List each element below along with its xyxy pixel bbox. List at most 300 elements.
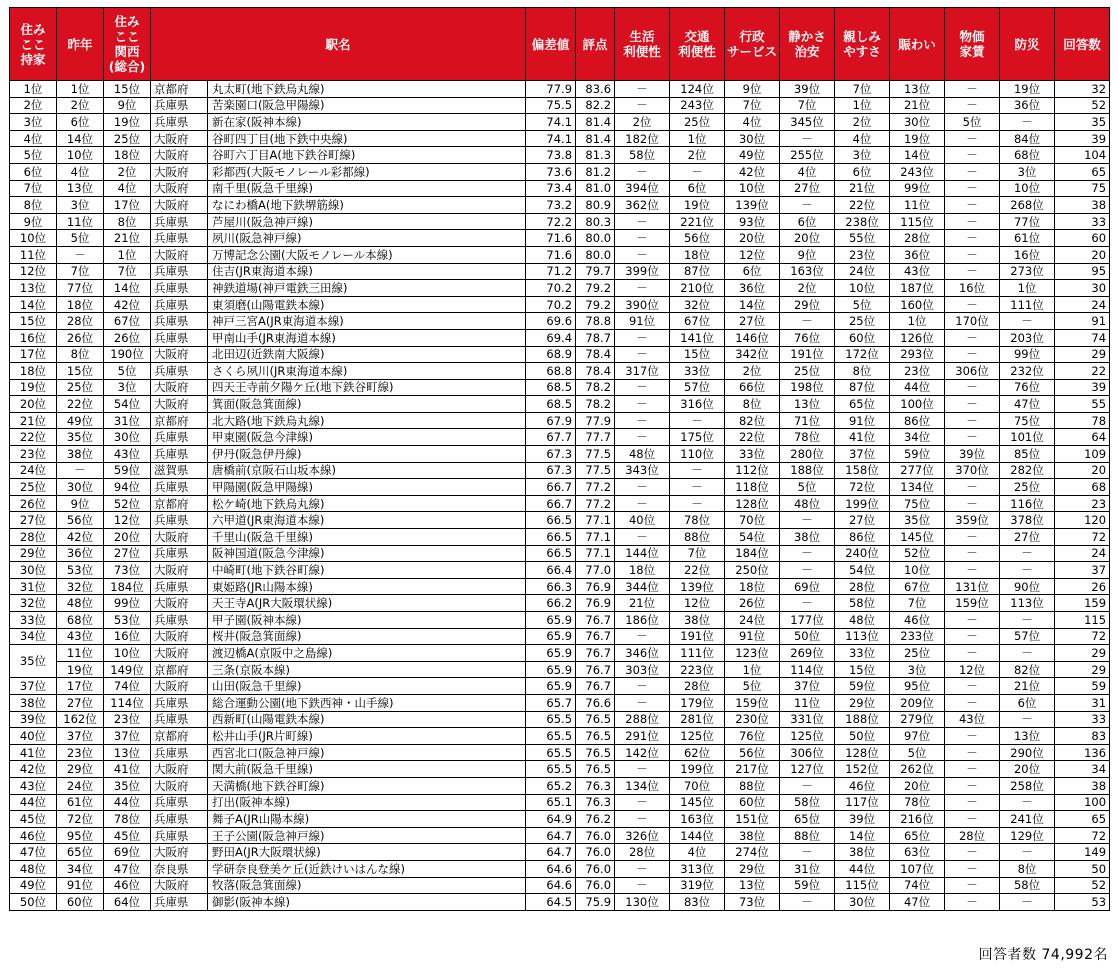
cell-disaster-prevention: 20位 — [1000, 761, 1055, 778]
cell-prices-rent: － — [945, 645, 1000, 662]
cell-respondents: 52 — [1055, 97, 1110, 114]
cell-prefecture: 兵庫県 — [151, 280, 208, 297]
header-score: 評点 — [576, 8, 615, 81]
cell-admin-services: 118位 — [725, 479, 780, 496]
cell-life-convenience: 317位 — [615, 363, 670, 380]
table-row — [10, 811, 1110, 828]
cell-friendliness: 59位 — [835, 678, 890, 695]
cell-liveliness: 216位 — [890, 811, 945, 828]
cell-life-convenience: － — [615, 97, 670, 114]
cell-respondents: 39 — [1055, 379, 1110, 396]
cell-rank-owned: 39位 — [10, 711, 57, 728]
cell-life-convenience: － — [615, 230, 670, 247]
table-row — [10, 612, 1110, 629]
cell-admin-services: 93位 — [725, 213, 780, 230]
cell-friendliness: 58位 — [835, 595, 890, 612]
cell-friendliness: 46位 — [835, 777, 890, 794]
cell-last-year: 34位 — [57, 860, 104, 877]
cell-respondents: 91 — [1055, 313, 1110, 330]
cell-transport-convenience: 199位 — [670, 761, 725, 778]
cell-transport-convenience: 78位 — [670, 512, 725, 529]
cell-station: 伊丹(阪急伊丹線) — [208, 446, 526, 463]
cell-rank-owned: 33位 — [10, 612, 57, 629]
cell-transport-convenience: 67位 — [670, 313, 725, 330]
respondent-total: 回答者数 74,992名 — [978, 947, 1108, 963]
cell-deviation: 73.8 — [526, 147, 576, 164]
header-disaster-prevention: 防災 — [1000, 8, 1055, 81]
table-row — [10, 412, 1110, 429]
table-row — [10, 213, 1110, 230]
cell-station: 甲東園(阪急今津線) — [208, 429, 526, 446]
cell-prices-rent: － — [945, 163, 1000, 180]
cell-prefecture: 兵庫県 — [151, 711, 208, 728]
cell-quiet-safety: 9位 — [780, 246, 835, 263]
cell-disaster-prevention: 85位 — [1000, 446, 1055, 463]
cell-deviation: 64.7 — [526, 844, 576, 861]
cell-disaster-prevention: 6位 — [1000, 694, 1055, 711]
table-body — [10, 81, 1110, 911]
cell-rank-owned: 14位 — [10, 296, 57, 313]
cell-station: 彩都西(大阪モノレール彩都線) — [208, 163, 526, 180]
cell-quiet-safety: 69位 — [780, 578, 835, 595]
cell-rank-kansai: 43位 — [104, 446, 151, 463]
cell-deviation: 65.5 — [526, 744, 576, 761]
cell-friendliness: 21位 — [835, 180, 890, 197]
cell-station: 天満橋(地下鉄谷町線) — [208, 777, 526, 794]
cell-score: 77.1 — [576, 529, 615, 546]
cell-prices-rent: － — [945, 296, 1000, 313]
cell-disaster-prevention: － — [1000, 562, 1055, 579]
cell-disaster-prevention: 82位 — [1000, 661, 1055, 678]
cell-respondents: 24 — [1055, 296, 1110, 313]
cell-prefecture: 大阪府 — [151, 645, 208, 662]
cell-deviation: 73.6 — [526, 163, 576, 180]
cell-last-year: 43位 — [57, 628, 104, 645]
cell-deviation: 74.1 — [526, 114, 576, 131]
cell-station: 舞子A(JR山陽本線) — [208, 811, 526, 828]
cell-quiet-safety: 59位 — [780, 877, 835, 894]
cell-prefecture: 兵庫県 — [151, 313, 208, 330]
cell-respondents: 104 — [1055, 147, 1110, 164]
cell-quiet-safety: 50位 — [780, 628, 835, 645]
cell-score: 76.5 — [576, 744, 615, 761]
cell-last-year: 37位 — [57, 728, 104, 745]
cell-rank-kansai: 19位 — [104, 114, 151, 131]
cell-transport-convenience: 70位 — [670, 777, 725, 794]
cell-score: 76.2 — [576, 811, 615, 828]
cell-prefecture: 大阪府 — [151, 628, 208, 645]
cell-score: 77.1 — [576, 545, 615, 562]
cell-quiet-safety: － — [780, 595, 835, 612]
cell-transport-convenience: 18位 — [670, 246, 725, 263]
table-row — [10, 512, 1110, 529]
cell-rank-owned: 47位 — [10, 844, 57, 861]
cell-prices-rent: － — [945, 412, 1000, 429]
cell-respondents: 72 — [1055, 827, 1110, 844]
cell-last-year: 1位 — [57, 81, 104, 98]
cell-prefecture: 兵庫県 — [151, 612, 208, 629]
cell-rank-owned: 44位 — [10, 794, 57, 811]
cell-rank-kansai: 184位 — [104, 578, 151, 595]
cell-liveliness: 279位 — [890, 711, 945, 728]
cell-score: 78.2 — [576, 396, 615, 413]
cell-liveliness: 36位 — [890, 246, 945, 263]
cell-respondents: 72 — [1055, 628, 1110, 645]
cell-rank-kansai: 12位 — [104, 512, 151, 529]
cell-disaster-prevention: 76位 — [1000, 379, 1055, 396]
cell-score: 81.0 — [576, 180, 615, 197]
cell-transport-convenience: 243位 — [670, 97, 725, 114]
cell-rank-kansai: 21位 — [104, 230, 151, 247]
cell-liveliness: 28位 — [890, 230, 945, 247]
cell-disaster-prevention: 90位 — [1000, 578, 1055, 595]
cell-liveliness: 10位 — [890, 562, 945, 579]
cell-deviation: 72.2 — [526, 213, 576, 230]
cell-transport-convenience: 124位 — [670, 81, 725, 98]
cell-respondents: 29 — [1055, 645, 1110, 662]
cell-prices-rent: － — [945, 728, 1000, 745]
cell-last-year: 48位 — [57, 595, 104, 612]
cell-last-year: 35位 — [57, 429, 104, 446]
cell-life-convenience: － — [615, 678, 670, 695]
table-row — [10, 97, 1110, 114]
table-row — [10, 114, 1110, 131]
cell-admin-services: 29位 — [725, 860, 780, 877]
cell-last-year: 49位 — [57, 412, 104, 429]
cell-friendliness: 55位 — [835, 230, 890, 247]
cell-admin-services: 1位 — [725, 661, 780, 678]
cell-admin-services: 22位 — [725, 429, 780, 446]
cell-prefecture: 兵庫県 — [151, 97, 208, 114]
cell-prefecture: 大阪府 — [151, 147, 208, 164]
cell-last-year: 17位 — [57, 678, 104, 695]
header-respondents: 回答数 — [1055, 8, 1110, 81]
cell-deviation: 67.9 — [526, 412, 576, 429]
cell-respondents: 22 — [1055, 363, 1110, 380]
cell-prices-rent: － — [945, 529, 1000, 546]
cell-deviation: 64.9 — [526, 811, 576, 828]
table-row — [10, 678, 1110, 695]
cell-transport-convenience: 4位 — [670, 844, 725, 861]
cell-last-year: 72位 — [57, 811, 104, 828]
cell-deviation: 67.7 — [526, 429, 576, 446]
cell-life-convenience: － — [615, 213, 670, 230]
cell-transport-convenience: 221位 — [670, 213, 725, 230]
cell-last-year: 42位 — [57, 529, 104, 546]
cell-rank-kansai: 99位 — [104, 595, 151, 612]
cell-station: 東姫路(JR山陽本線) — [208, 578, 526, 595]
cell-score: 78.4 — [576, 346, 615, 363]
cell-disaster-prevention: 19位 — [1000, 81, 1055, 98]
cell-last-year: － — [57, 246, 104, 263]
header-admin-services: 行政 サービス — [725, 8, 780, 81]
cell-respondents: 33 — [1055, 711, 1110, 728]
cell-score: 77.0 — [576, 562, 615, 579]
cell-quiet-safety: － — [780, 844, 835, 861]
table-row — [10, 877, 1110, 894]
cell-disaster-prevention: － — [1000, 612, 1055, 629]
cell-prices-rent: － — [945, 329, 1000, 346]
cell-last-year: 18位 — [57, 296, 104, 313]
cell-prices-rent: － — [945, 612, 1000, 629]
header-liveliness: 賑わい — [890, 8, 945, 81]
header-life-convenience: 生活 利便性 — [615, 8, 670, 81]
cell-liveliness: 65位 — [890, 827, 945, 844]
cell-disaster-prevention: 58位 — [1000, 877, 1055, 894]
cell-rank-owned: 2位 — [10, 97, 57, 114]
cell-liveliness: 67位 — [890, 578, 945, 595]
cell-admin-services: 217位 — [725, 761, 780, 778]
cell-disaster-prevention: 282位 — [1000, 462, 1055, 479]
cell-liveliness: 59位 — [890, 446, 945, 463]
cell-friendliness: 48位 — [835, 612, 890, 629]
cell-prices-rent: － — [945, 263, 1000, 280]
cell-respondents: 83 — [1055, 728, 1110, 745]
cell-rank-owned: 34位 — [10, 628, 57, 645]
cell-liveliness: 34位 — [890, 429, 945, 446]
cell-transport-convenience: 28位 — [670, 678, 725, 695]
cell-admin-services: 9位 — [725, 81, 780, 98]
cell-rank-owned: 17位 — [10, 346, 57, 363]
cell-rank-kansai: 37位 — [104, 728, 151, 745]
cell-rank-kansai: 20位 — [104, 529, 151, 546]
cell-last-year: 13位 — [57, 180, 104, 197]
cell-prices-rent: － — [945, 744, 1000, 761]
cell-respondents: 74 — [1055, 329, 1110, 346]
cell-deviation: 70.2 — [526, 296, 576, 313]
cell-liveliness: 47位 — [890, 894, 945, 911]
cell-station: 千里山(阪急千里線) — [208, 529, 526, 546]
cell-rank-owned: 49位 — [10, 877, 57, 894]
cell-prefecture: 兵庫県 — [151, 794, 208, 811]
cell-last-year: 24位 — [57, 777, 104, 794]
cell-transport-convenience: 33位 — [670, 363, 725, 380]
header-quiet-safety: 静かさ 治安 — [780, 8, 835, 81]
cell-respondents: 34 — [1055, 761, 1110, 778]
cell-respondents: 26 — [1055, 578, 1110, 595]
cell-score: 81.3 — [576, 147, 615, 164]
cell-friendliness: 29位 — [835, 694, 890, 711]
cell-respondents: 29 — [1055, 346, 1110, 363]
cell-score: 76.5 — [576, 728, 615, 745]
cell-disaster-prevention: 111位 — [1000, 296, 1055, 313]
cell-last-year: 10位 — [57, 147, 104, 164]
cell-liveliness: 145位 — [890, 529, 945, 546]
cell-rank-kansai: 59位 — [104, 462, 151, 479]
cell-liveliness: 44位 — [890, 379, 945, 396]
cell-prices-rent: － — [945, 97, 1000, 114]
cell-last-year: 4位 — [57, 163, 104, 180]
cell-friendliness: 1位 — [835, 97, 890, 114]
cell-prefecture: 大阪府 — [151, 180, 208, 197]
cell-rank-kansai: 18位 — [104, 147, 151, 164]
cell-liveliness: 7位 — [890, 595, 945, 612]
cell-quiet-safety: 7位 — [780, 97, 835, 114]
cell-last-year: 65位 — [57, 844, 104, 861]
cell-last-year: 32位 — [57, 578, 104, 595]
cell-transport-convenience: 87位 — [670, 263, 725, 280]
cell-liveliness: 99位 — [890, 180, 945, 197]
cell-last-year: 95位 — [57, 827, 104, 844]
cell-station: 谷町六丁目A(地下鉄谷町線) — [208, 147, 526, 164]
cell-transport-convenience: 191位 — [670, 628, 725, 645]
cell-liveliness: 13位 — [890, 81, 945, 98]
cell-prices-rent: － — [945, 678, 1000, 695]
cell-life-convenience: 91位 — [615, 313, 670, 330]
cell-admin-services: 70位 — [725, 512, 780, 529]
cell-deviation: 67.3 — [526, 462, 576, 479]
cell-quiet-safety: － — [780, 545, 835, 562]
cell-station: 牧落(阪急箕面線) — [208, 877, 526, 894]
cell-respondents: 24 — [1055, 545, 1110, 562]
cell-respondents: 115 — [1055, 612, 1110, 629]
cell-quiet-safety: 58位 — [780, 794, 835, 811]
cell-quiet-safety: 11位 — [780, 694, 835, 711]
cell-prices-rent: － — [945, 877, 1000, 894]
cell-rank-kansai: 27位 — [104, 545, 151, 562]
cell-disaster-prevention: 99位 — [1000, 346, 1055, 363]
cell-life-convenience: 28位 — [615, 844, 670, 861]
cell-prices-rent: － — [945, 246, 1000, 263]
cell-respondents: 159 — [1055, 595, 1110, 612]
cell-score: 76.5 — [576, 711, 615, 728]
cell-transport-convenience: 2位 — [670, 147, 725, 164]
cell-liveliness: 209位 — [890, 694, 945, 711]
cell-prefecture: 京都府 — [151, 495, 208, 512]
cell-transport-convenience: 88位 — [670, 529, 725, 546]
cell-score: 77.2 — [576, 479, 615, 496]
cell-quiet-safety: 191位 — [780, 346, 835, 363]
cell-liveliness: 14位 — [890, 147, 945, 164]
cell-liveliness: 5位 — [890, 744, 945, 761]
cell-liveliness: 134位 — [890, 479, 945, 496]
cell-disaster-prevention: 84位 — [1000, 130, 1055, 147]
table-row — [10, 844, 1110, 861]
cell-score: 76.9 — [576, 578, 615, 595]
cell-rank-owned: 9位 — [10, 213, 57, 230]
cell-disaster-prevention: 77位 — [1000, 213, 1055, 230]
table-row — [10, 296, 1110, 313]
cell-life-convenience: － — [615, 396, 670, 413]
cell-rank-kansai: 4位 — [104, 180, 151, 197]
cell-rank-owned: 13位 — [10, 280, 57, 297]
cell-rank-kansai: 15位 — [104, 81, 151, 98]
table-row — [10, 180, 1110, 197]
table-row — [10, 462, 1110, 479]
cell-rank-owned: 4位 — [10, 130, 57, 147]
cell-admin-services: 66位 — [725, 379, 780, 396]
cell-prices-rent: － — [945, 346, 1000, 363]
cell-life-convenience: 40位 — [615, 512, 670, 529]
cell-last-year: 8位 — [57, 346, 104, 363]
cell-prefecture: 京都府 — [151, 661, 208, 678]
cell-friendliness: 128位 — [835, 744, 890, 761]
cell-last-year: 30位 — [57, 479, 104, 496]
cell-liveliness: 97位 — [890, 728, 945, 745]
cell-friendliness: 6位 — [835, 163, 890, 180]
cell-prefecture: 京都府 — [151, 412, 208, 429]
cell-disaster-prevention: － — [1000, 313, 1055, 330]
cell-friendliness: 86位 — [835, 529, 890, 546]
cell-station: 六甲道(JR東海道本線) — [208, 512, 526, 529]
cell-score: 80.3 — [576, 213, 615, 230]
cell-quiet-safety: － — [780, 197, 835, 214]
cell-life-convenience: 288位 — [615, 711, 670, 728]
cell-liveliness: 25位 — [890, 645, 945, 662]
cell-last-year: 23位 — [57, 744, 104, 761]
cell-quiet-safety: 4位 — [780, 163, 835, 180]
cell-liveliness: 293位 — [890, 346, 945, 363]
cell-friendliness: 50位 — [835, 728, 890, 745]
cell-rank-kansai: 23位 — [104, 711, 151, 728]
cell-quiet-safety: 269位 — [780, 645, 835, 662]
cell-rank-owned: 41位 — [10, 744, 57, 761]
cell-station: 甲陽園(阪急甲陽線) — [208, 479, 526, 496]
cell-friendliness: 199位 — [835, 495, 890, 512]
table-row — [10, 744, 1110, 761]
cell-prefecture: 大阪府 — [151, 163, 208, 180]
cell-last-year: 60位 — [57, 894, 104, 911]
cell-rank-kansai: 14位 — [104, 280, 151, 297]
cell-deviation: 65.9 — [526, 661, 576, 678]
cell-deviation: 66.3 — [526, 578, 576, 595]
cell-rank-owned: 48位 — [10, 860, 57, 877]
cell-friendliness: 23位 — [835, 246, 890, 263]
cell-last-year: 5位 — [57, 230, 104, 247]
cell-transport-convenience: 62位 — [670, 744, 725, 761]
table-row — [10, 280, 1110, 297]
header-last-year: 昨年 — [57, 8, 104, 81]
cell-respondents: 78 — [1055, 412, 1110, 429]
cell-admin-services: 36位 — [725, 280, 780, 297]
cell-life-convenience: 362位 — [615, 197, 670, 214]
cell-rank-kansai: 53位 — [104, 612, 151, 629]
cell-prefecture: 大阪府 — [151, 197, 208, 214]
cell-disaster-prevention: － — [1000, 894, 1055, 911]
cell-friendliness: 37位 — [835, 446, 890, 463]
cell-rank-owned: 42位 — [10, 761, 57, 778]
cell-disaster-prevention: － — [1000, 794, 1055, 811]
cell-score: 76.0 — [576, 877, 615, 894]
table-row — [10, 529, 1110, 546]
cell-prefecture: 大阪府 — [151, 246, 208, 263]
cell-deviation: 66.5 — [526, 545, 576, 562]
cell-station: 西宮北口(阪急神戸線) — [208, 744, 526, 761]
cell-score: 76.9 — [576, 595, 615, 612]
cell-station: 苦楽園口(阪急甲陽線) — [208, 97, 526, 114]
cell-last-year: 7位 — [57, 263, 104, 280]
cell-disaster-prevention: 268位 — [1000, 197, 1055, 214]
table-row — [10, 495, 1110, 512]
cell-disaster-prevention: 101位 — [1000, 429, 1055, 446]
table-row — [10, 163, 1110, 180]
table-row — [10, 230, 1110, 247]
cell-score: 76.0 — [576, 827, 615, 844]
cell-respondents: 136 — [1055, 744, 1110, 761]
cell-quiet-safety: 177位 — [780, 612, 835, 629]
cell-prices-rent: － — [945, 429, 1000, 446]
cell-rank-owned: 38位 — [10, 694, 57, 711]
cell-disaster-prevention: 13位 — [1000, 728, 1055, 745]
cell-score: 80.9 — [576, 197, 615, 214]
cell-life-convenience: 48位 — [615, 446, 670, 463]
cell-transport-convenience: 56位 — [670, 230, 725, 247]
cell-score: 81.4 — [576, 114, 615, 131]
cell-disaster-prevention: 25位 — [1000, 479, 1055, 496]
cell-rank-owned: 8位 — [10, 197, 57, 214]
cell-prefecture: 大阪府 — [151, 346, 208, 363]
cell-deviation: 65.5 — [526, 711, 576, 728]
